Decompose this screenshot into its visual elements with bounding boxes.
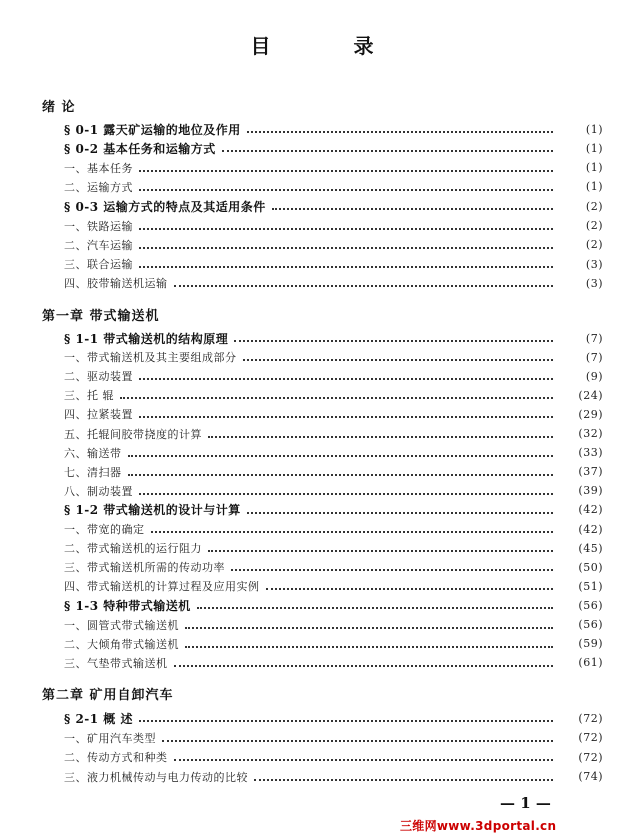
toc-section-row bbox=[0, 121, 625, 137]
toc-page-ref: (2) bbox=[585, 199, 603, 213]
toc-page-ref: (59) bbox=[578, 637, 603, 651]
toc-page-ref: (2) bbox=[585, 238, 603, 252]
toc-entry-label: 一、铁路运输 bbox=[64, 219, 133, 233]
toc-entry-label: 六、输送带 bbox=[64, 446, 122, 460]
toc-item-row bbox=[0, 275, 625, 291]
toc-entry-label: § 1-3 特种带式输送机 bbox=[64, 598, 191, 613]
dot-leader bbox=[128, 474, 554, 476]
toc-page-ref: (24) bbox=[578, 388, 603, 402]
toc-page-ref: (3) bbox=[585, 257, 603, 271]
toc-entry-label: § 1-2 带式输送机的设计与计算 bbox=[64, 503, 241, 518]
toc-entry-label: 三、托 辊 bbox=[64, 389, 114, 403]
toc-page-ref: (7) bbox=[585, 331, 603, 345]
watermark: 三维网www.3dportal.cn bbox=[400, 819, 557, 833]
toc-page-ref: (29) bbox=[578, 407, 603, 421]
dot-leader bbox=[151, 531, 554, 533]
toc-page-ref: (1) bbox=[585, 141, 603, 155]
toc-item-row bbox=[0, 406, 625, 422]
toc-entry-label: 三、液力机械传动与电力传动的比较 bbox=[64, 770, 248, 784]
toc-entry-label: § 1-1 带式输送机的结构原理 bbox=[64, 331, 229, 346]
dot-leader bbox=[139, 247, 553, 249]
toc-entry-label: 一、带宽的确定 bbox=[64, 523, 145, 536]
toc-page-ref: (7) bbox=[585, 350, 603, 364]
toc-entry-label: 三、带式输送机所需的传动功率 bbox=[64, 561, 225, 575]
toc-item-row bbox=[0, 578, 625, 594]
toc-entry-label: 四、拉紧装置 bbox=[64, 408, 133, 422]
dot-leader bbox=[139, 493, 553, 495]
dot-leader bbox=[174, 759, 554, 761]
title-right: 录 bbox=[353, 34, 375, 58]
page-number: — 1 — bbox=[500, 794, 551, 812]
toc-item-row bbox=[0, 617, 625, 633]
toc-page-ref: (32) bbox=[578, 427, 603, 440]
toc-entry-label: 五、托辊间胶带挠度的计算 bbox=[64, 427, 202, 441]
dot-leader bbox=[208, 550, 553, 552]
toc-entry-label: 四、带式输送机的计算过程及应用实例 bbox=[64, 580, 260, 594]
toc-entry-label: 七、清扫器 bbox=[64, 465, 122, 479]
toc-page-ref: (72) bbox=[578, 731, 603, 744]
dot-leader bbox=[120, 397, 553, 399]
dot-leader bbox=[185, 646, 553, 648]
toc-item-row bbox=[0, 464, 625, 480]
dot-leader bbox=[234, 340, 553, 342]
dot-leader bbox=[139, 378, 553, 380]
toc-page-ref: (1) bbox=[585, 161, 603, 175]
dot-leader bbox=[162, 740, 553, 742]
chapter-heading: 第一章 带式输送机 bbox=[42, 309, 160, 324]
toc-item-row bbox=[0, 368, 625, 384]
toc-item-row bbox=[0, 349, 625, 365]
toc-page-ref: (39) bbox=[578, 484, 603, 498]
dot-leader bbox=[272, 208, 553, 210]
toc-entry-label: 八、制动装置 bbox=[64, 484, 133, 498]
toc-entry-label: 三、联合运输 bbox=[64, 258, 133, 272]
toc-section-row bbox=[0, 502, 625, 518]
toc-entry-label: 二、带式输送机的运行阻力 bbox=[64, 542, 202, 556]
dot-leader bbox=[231, 569, 553, 571]
dot-leader bbox=[139, 170, 553, 172]
toc-item-row bbox=[0, 769, 625, 785]
toc-entry-label: 二、汽车运输 bbox=[64, 238, 133, 252]
toc-entry-label: 四、胶带输送机运输 bbox=[64, 277, 168, 291]
toc-entry-label: 二、大倾角带式输送机 bbox=[64, 637, 179, 651]
dot-leader bbox=[254, 779, 553, 781]
toc-page-ref: (61) bbox=[578, 656, 603, 670]
toc-page-ref: (42) bbox=[578, 503, 603, 517]
dot-leader bbox=[185, 627, 553, 629]
toc-entry-label: 一、矿用汽车类型 bbox=[64, 731, 156, 745]
dot-leader bbox=[139, 189, 553, 191]
dot-leader bbox=[222, 150, 553, 152]
toc-page-ref: (45) bbox=[578, 541, 603, 555]
toc-section-row bbox=[0, 597, 625, 613]
toc-page-ref: (2) bbox=[585, 219, 603, 232]
toc-item-row bbox=[0, 483, 625, 499]
toc-item-row bbox=[0, 730, 625, 746]
page-title bbox=[0, 30, 625, 59]
toc-entry-label: 二、运输方式 bbox=[64, 180, 133, 194]
toc-page-ref: (42) bbox=[578, 522, 603, 536]
toc-item-row bbox=[0, 426, 625, 442]
dot-leader bbox=[197, 607, 553, 609]
toc-entry-label: 二、传动方式和种类 bbox=[64, 751, 168, 764]
toc-page-ref: (56) bbox=[578, 598, 603, 612]
toc-entry-label: § 0-3 运输方式的特点及其适用条件 bbox=[64, 199, 266, 214]
dot-leader bbox=[139, 720, 553, 722]
toc-page-ref: (1) bbox=[585, 122, 603, 136]
toc-entry-label: 二、驱动装置 bbox=[64, 370, 133, 384]
toc-item-row bbox=[0, 160, 625, 176]
toc-item-row bbox=[0, 445, 625, 461]
toc-entry-label: 一、带式输送机及其主要组成部分 bbox=[64, 351, 237, 365]
toc-item-row bbox=[0, 540, 625, 556]
toc-page-ref: (50) bbox=[578, 560, 603, 574]
toc-item-row bbox=[0, 218, 625, 234]
toc-entry-label: § 0-2 基本任务和运输方式 bbox=[64, 141, 216, 156]
toc-page-ref: (51) bbox=[578, 579, 603, 593]
toc-page-ref: (72) bbox=[578, 711, 603, 725]
toc-entry-label: 一、圆管式带式输送机 bbox=[64, 618, 179, 632]
dot-leader bbox=[247, 131, 553, 133]
toc-item-row bbox=[0, 749, 625, 765]
toc-page-ref: (74) bbox=[578, 770, 603, 783]
dot-leader bbox=[243, 359, 554, 361]
toc-entry-label: 一、基本任务 bbox=[64, 161, 133, 175]
dot-leader bbox=[208, 436, 553, 438]
toc-item-row bbox=[0, 636, 625, 652]
toc-page-ref: (72) bbox=[578, 750, 603, 764]
dot-leader bbox=[139, 416, 553, 418]
toc-section-row bbox=[0, 330, 625, 346]
toc-section-row bbox=[0, 198, 625, 214]
toc-item-row bbox=[0, 237, 625, 253]
toc-entry-label: 三、气垫带式输送机 bbox=[64, 656, 168, 670]
toc-page-ref: (9) bbox=[585, 369, 603, 383]
toc-entry-label: § 2-1 概 述 bbox=[64, 711, 133, 726]
chapter-heading: 第二章 矿用自卸汽车 bbox=[42, 688, 174, 703]
dot-leader bbox=[266, 588, 554, 590]
dot-leader bbox=[174, 285, 554, 287]
toc-item-row bbox=[0, 655, 625, 671]
toc-page-ref: (37) bbox=[578, 465, 603, 479]
dot-leader bbox=[247, 512, 553, 514]
toc-page-ref: (1) bbox=[585, 180, 603, 194]
dot-leader bbox=[128, 455, 554, 457]
toc-item-row bbox=[0, 256, 625, 272]
toc-section-row bbox=[0, 140, 625, 156]
toc-section-row bbox=[0, 710, 625, 726]
toc-item-row bbox=[0, 179, 625, 195]
toc-item-row bbox=[0, 387, 625, 403]
dot-leader bbox=[174, 665, 554, 667]
chapter-heading: 绪 论 bbox=[42, 100, 76, 115]
toc-entry-label: § 0-1 露天矿运输的地位及作用 bbox=[64, 122, 241, 137]
toc-item-row bbox=[0, 521, 625, 537]
toc-page-ref: (33) bbox=[578, 446, 603, 460]
dot-leader bbox=[139, 228, 553, 230]
toc-page-ref: (3) bbox=[585, 276, 603, 290]
title-left: 目 bbox=[250, 34, 272, 58]
toc-page-ref: (56) bbox=[578, 618, 603, 631]
dot-leader bbox=[139, 266, 553, 268]
toc-item-row bbox=[0, 559, 625, 575]
